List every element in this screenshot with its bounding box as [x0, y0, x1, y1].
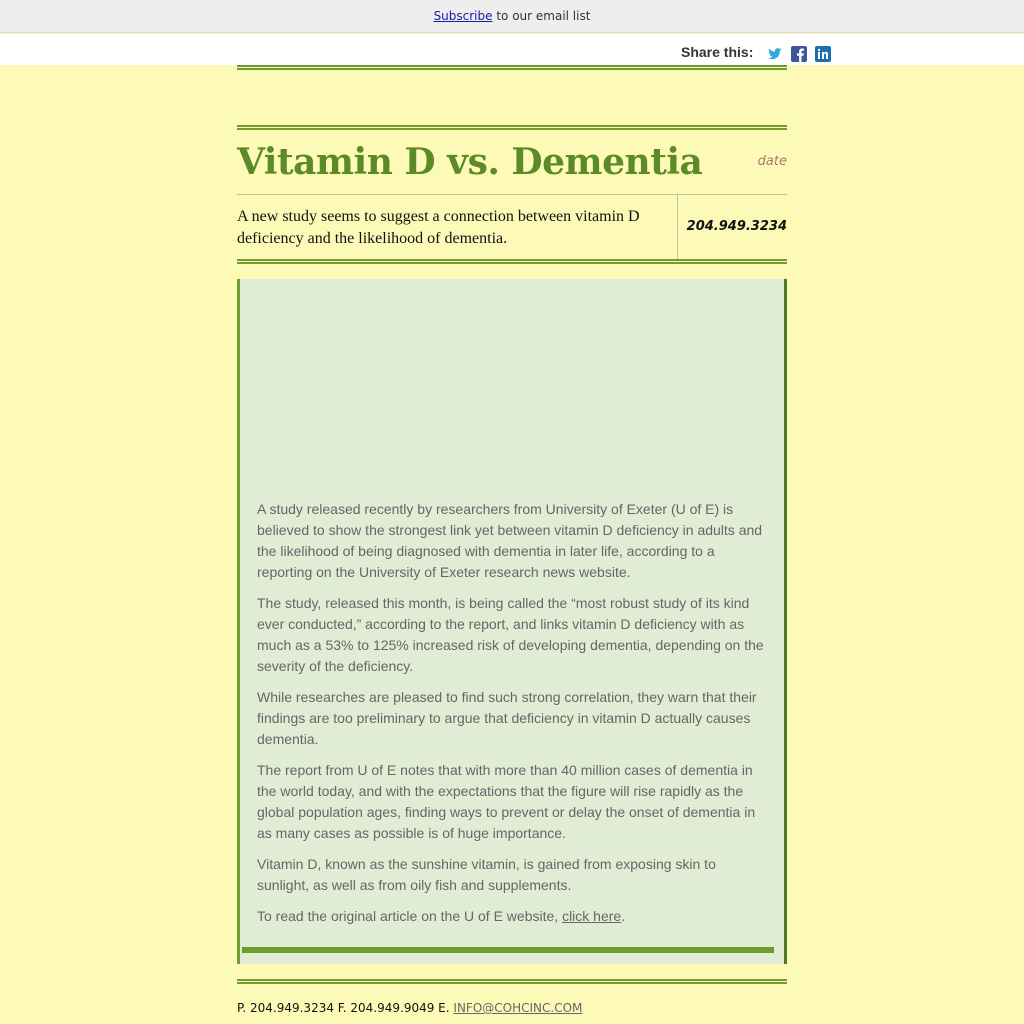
- subscribe-text: to our email list: [492, 9, 591, 23]
- footer-contact: [237, 1001, 582, 1015]
- top-divider: [237, 65, 787, 70]
- read-more-period: .: [621, 908, 626, 924]
- subtitle: A new study seems to suggest a connection between vitamin D deficiency and the likelihood of dementia.: [237, 208, 640, 247]
- article-bottom-bar: [242, 947, 774, 953]
- subscribe-link[interactable]: Subscribe: [433, 9, 493, 23]
- footer-contact-text: P. 204.949.3234 F. 204.949.9049 E.: [237, 1001, 454, 1015]
- header-thin-divider: [237, 194, 787, 195]
- article-paragraph: The report from U of E notes that with more than 40 million cases of dementia in the world today, and with the expectations that the figure will rise rapidly as the global population ages, finding ways to prevent or delay the onset of dementia in as many cases as possible is of huge importance.: [257, 762, 756, 841]
- date-label: date: [757, 154, 787, 169]
- article-paragraph: While researches are pleased to find such strong correlation, they warn that their findings are too preliminary to argue that deficiency in vitamin D actually causes dementia.: [257, 689, 757, 747]
- article-paragraph: The study, released this month, is being called the “most robust study of its kind ever conducted,” according to the report, and links vitamin D deficiency with as much as a 53% to 125% increased risk of developing dementia, depending on the severity of the deficiency.: [257, 595, 764, 674]
- linkedin-icon[interactable]: [815, 46, 831, 62]
- share-label: Share this:: [681, 44, 754, 60]
- header-top-divider: [237, 125, 787, 130]
- article-paragraph-link: [257, 906, 769, 927]
- read-more-text: To read the original article on the U of E website,: [257, 908, 563, 924]
- page-title: Vitamin D vs. Dementia: [237, 141, 703, 183]
- email-link[interactable]: INFO@COHCINC.COM: [453, 1001, 583, 1015]
- article-body: [257, 499, 769, 937]
- header-bottom-divider: [237, 259, 787, 264]
- article-paragraph: A study released recently by researchers from University of Exeter (U of E) is believed to show the strongest link yet between vitamin D deficiency in adults and the likelihood of being diagnosed with dementia in later life, according to a reporting on the University of Exeter research news website.: [257, 501, 763, 580]
- footer-divider: [237, 979, 787, 984]
- subscribe-bar: [0, 0, 1024, 33]
- article-panel: [237, 279, 787, 964]
- twitter-icon[interactable]: [767, 46, 783, 62]
- click-here-link[interactable]: click here: [562, 908, 622, 924]
- phone-number: 204.949.3234: [686, 219, 787, 234]
- header-vertical-divider: [677, 195, 678, 259]
- facebook-icon[interactable]: [791, 46, 807, 62]
- article-paragraph: Vitamin D, known as the sunshine vitamin, is gained from exposing skin to sunlight, as well as from oily fish and supplements.: [257, 856, 716, 893]
- share-bar: [0, 34, 1024, 65]
